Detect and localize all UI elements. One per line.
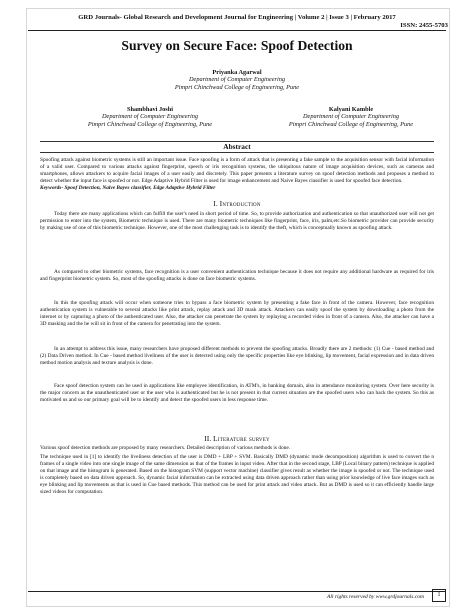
section-number: I. [213,199,218,208]
author-institution: Pimpri Chinchwad College of Engineering, Pune [288,120,414,128]
author-department: Department of Computer Engineering [188,76,285,84]
author-name: Kalyani Kamble [328,106,374,113]
section-title: Literature survey [213,434,270,443]
abstract-heading: Abstract [40,141,434,153]
section-number: II. [204,434,212,443]
author-institution: Pimpri Chinchwad College of Engineering, Pune [174,83,300,91]
paragraph: In this the spoofing attack will occur when someone tries to bypass a face biometric system by presenting a fake face in front of the camera. However, face recognition authentication system is vulnerable to several attacks like print attack, replay attack and 3D mask attack. Attackers can easily spoof the system by downloading a photo from the internet or by capturing a photo of the authenticated user. Also, the attacker can penetrate the system by replaying a recorded video in front of a camera. Also, the attacker can have a 3D masking and the he will sit in front of the camera for penetrating into the system. [40,300,434,327]
paragraph: As compared to other biometric systems, face recognition is a user convenient authentication technique because it does not require any additional hardware as required for iris and fingerprint biometric system. So, most of the spoofing attacks is done on face biometric systems. [40,269,434,282]
author-institution: Pimpri Chinchwad College of Engineering, Pune [87,120,213,128]
section-heading-literature-survey [0,434,474,443]
keywords: Keywords- Spoof Detection, Naive Bayes classifier, Edge Adaptive Hybrid Filter [40,185,216,191]
paragraph: Face spoof detection system can be used in applications like employee identification, in ATM's, in banking domain, also in attendance monitoring system. Over here security is the major concern as the unauthenticated user or the user who is authenticated but he is not present in that current situation are the spoofed users who can hack the system. So this as motivated us and so our primary goal will be to identify and detect the spoofed users in less response time. [40,383,434,403]
journal-header [0,14,474,30]
author-name: Shambhavi Joshi [126,106,174,113]
issn: ISSN: 2455-5703 [400,22,448,29]
author-block-3 [244,106,458,128]
footer-text: All rights reserved by www.grdjournals.com [327,594,424,600]
page-number: 1 [432,589,446,602]
author-block-2 [40,106,260,128]
paragraph: In an attempt to address this issue, many researchers have proposed different methods to prevent the spoofing attacks. Broadly there are 2 methods: (1) Cue - based method and (2) Data Driven method. In Cue - based method liveliness of the user is detected using only the specific properties like eye blinking, lip movement, facial expression and in data driven method motion analysis and texture analysis is done. [40,346,434,366]
header-rule [28,30,446,31]
author-name: Priyanka Agarwal [212,69,262,76]
abstract-text: Spoofing attack against biometric systems is still an important issue. Face spoofing is a form of attack that is presenting a fake sample to the acquisition sensor with facial information of a valid user. Compared to various attacks against fingerprint, speech or iris recognition systems, the ubiquitous nature of image acquisition devices, such as cameras and smartphones, allows attackers to acquire facial images of a user easily and discretely. This paper presents a literature survey on spoof detection methods and proposes a method to detect whether the input face is spoofed or not. Edge Adaptive Hybrid Filter is used for image enhancement and Naive Bayes classifier is used for spoofed face detection. [40,157,434,184]
footer-rule [28,591,446,592]
section-heading-introduction [0,199,474,208]
paragraph: Various spoof detection methods are proposed by many researchers. Detailed description of various methods is done. [40,445,291,451]
paragraph: The technique used in [1] to identify the liveliness detection of the user is DMD + LBP + SVM. Basically DMD (dynamic mode decomposition) algorithm is used to convert the n frames of a single video into one single image of the same dimension as that of the frames in input video. After that in the second stage, LBP (Local binary pattern) technique is applied on that image and the histogram is generated. Based on the histogram SVM (support vector machine) classifier gives result as whether the image is spoofed or not. The technique used is completely based on data driven approach. So, dynamic facial information can be extracted using data driven approach rather than using prior knowledge of live face images such as eye blinking and lip movements as that is used in Cue based methods. This method can be used for print attack and video attack. But as DMD is used so it can efficiently handle large sized videos for computation. [40,454,434,495]
journal-line: GRD Journals- Global Research and Development Journal for Engineering | Volume 2 | Issue 3 | February 2017 [78,14,396,21]
author-block-1 [120,69,354,91]
section-title: Introduction [219,199,261,208]
author-department: Department of Computer Engineering [101,113,198,121]
author-department: Department of Computer Engineering [302,113,399,121]
paragraph: Today there are many applications which can fulfill the user's need in short period of time. So, to provide authorization and authentication so that unauthorized user will not get permission to enter into the system, Biometric technique is used. There are many biometric techniques like fingerprint, face, iris, palm,etc.So biometric provider can provide security by making use of one of this biometric technique. However, one of the most challenging task is to identify the theft, which is conceptually known as spoofing attack. [40,211,434,231]
paper-title: Survey on Secure Face: Spoof Detection [121,38,353,53]
